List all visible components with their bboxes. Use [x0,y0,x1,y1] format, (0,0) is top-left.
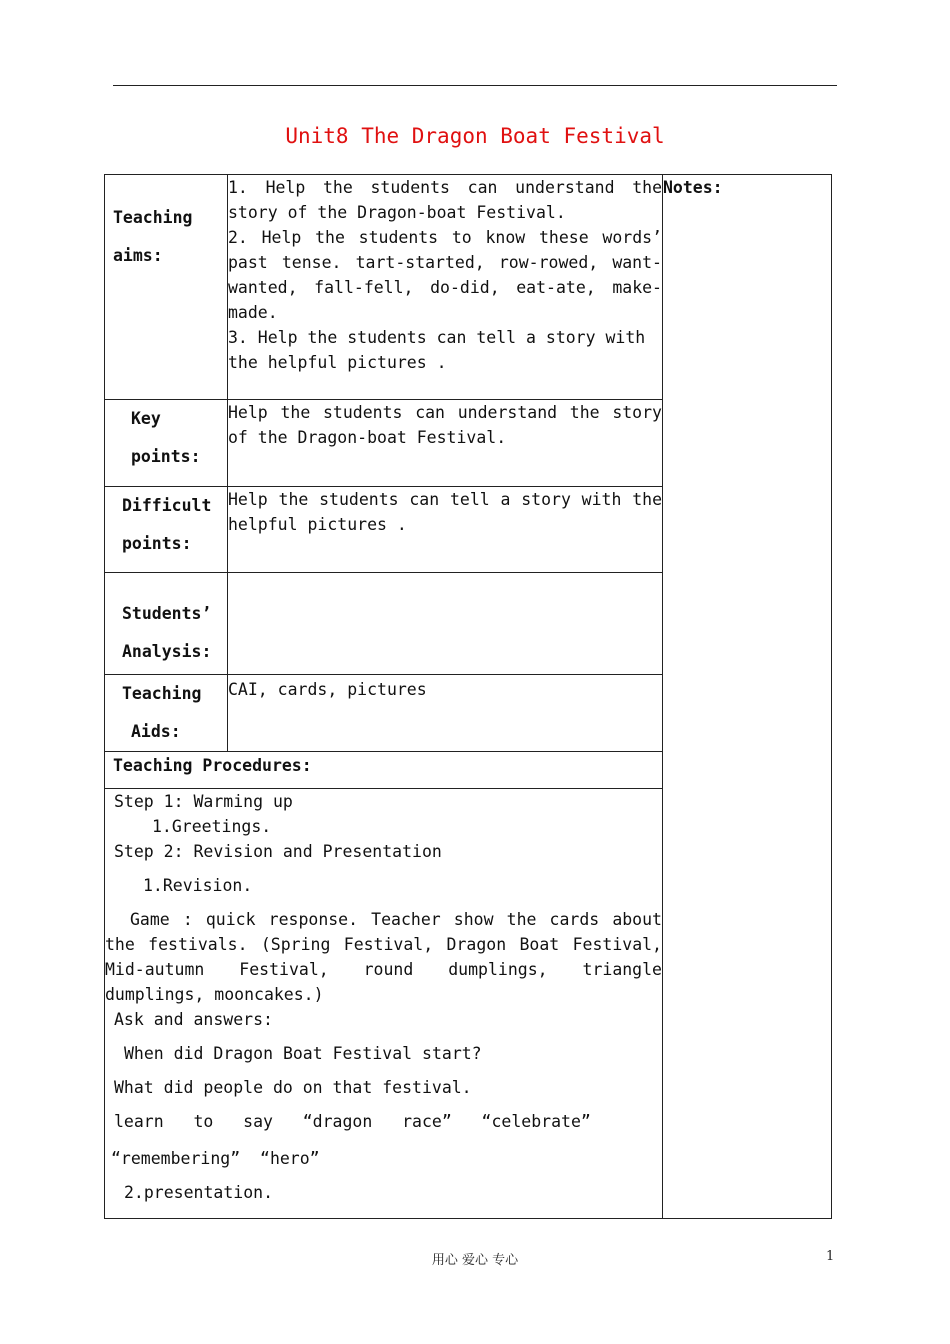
label-difficult-points-line2: points: [122,534,192,553]
content-teaching-aids [228,675,663,752]
question-2: What did people do on that festival. [114,1078,472,1097]
procedures-heading-text: Teaching Procedures: [113,756,312,775]
procedures-heading [105,752,663,789]
learn-to-say-cont: “remembering” “hero” [111,1149,320,1168]
procedures-body [105,789,663,1219]
footer-motto: 用心 爱心 专心 [431,1253,519,1268]
content-difficult-points [228,487,663,573]
notes-column [663,175,832,1219]
label-teaching-aids [105,675,228,752]
page-number: 1 [826,1249,835,1264]
game-text: Game : quick response. Teacher show the cards about the festivals. (Spring Festival, Dragon Boat Festival, Mid-autumn Festival, round dumplings, triangle dumplings, mooncakes.) [105,910,662,1004]
teaching-aids-text: CAI, cards, pictures [228,680,427,699]
label-key-points-line2: points: [131,447,201,466]
label-key-points [105,400,228,487]
label-key-points-line1: Key [131,409,161,428]
label-teaching-aids-line2: Aids: [131,722,181,741]
notes-label: Notes: [663,178,723,197]
label-teaching-aims-line1: Teaching [113,208,193,227]
lesson-plan-table [104,174,832,1219]
step-1: Step 1: Warming up [114,792,293,811]
header-rule [113,85,837,86]
label-students-analysis-line1: Students’ [122,604,212,623]
label-difficult-points-line1: Difficult [122,496,212,515]
row-teaching-aims [105,175,832,400]
label-students-analysis-line2: Analysis: [122,642,212,661]
learn-to-say: learn to say “dragon race” “celebrate” [114,1112,591,1131]
step-2: Step 2: Revision and Presentation [114,842,442,861]
question-1: When did Dragon Boat Festival start? [124,1044,482,1063]
aim-1: 1. Help the students can understand the story of the Dragon-boat Festival. [228,178,662,222]
step-1-greetings: 1.Greetings. [152,817,272,836]
content-teaching-aims [228,175,663,400]
label-students-analysis [105,573,228,675]
aim-3: 3. Help the students can tell a story with the helpful pictures . [228,328,646,372]
key-points-text: Help the students can understand the story of the Dragon-boat Festival. [228,403,662,447]
revision-item: 1.Revision. [143,876,253,895]
ask-answers: Ask and answers: [114,1010,273,1029]
document-title: Unit8 The Dragon Boat Festival [285,124,665,148]
difficult-points-text: Help the students can tell a story with the helpful pictures . [228,490,662,534]
label-teaching-aims-line2: aims: [113,246,163,265]
aim-2: 2. Help the students to know these words’ past tense. tart-started, row-rowed, want-wanted, fall-fell, do-did, eat-ate, make-made. [228,228,662,322]
label-teaching-aims [105,175,228,400]
content-key-points [228,400,663,487]
content-students-analysis [228,573,663,675]
label-difficult-points [105,487,228,573]
label-teaching-aids-line1: Teaching [122,684,202,703]
presentation-item: 2.presentation. [124,1183,274,1202]
